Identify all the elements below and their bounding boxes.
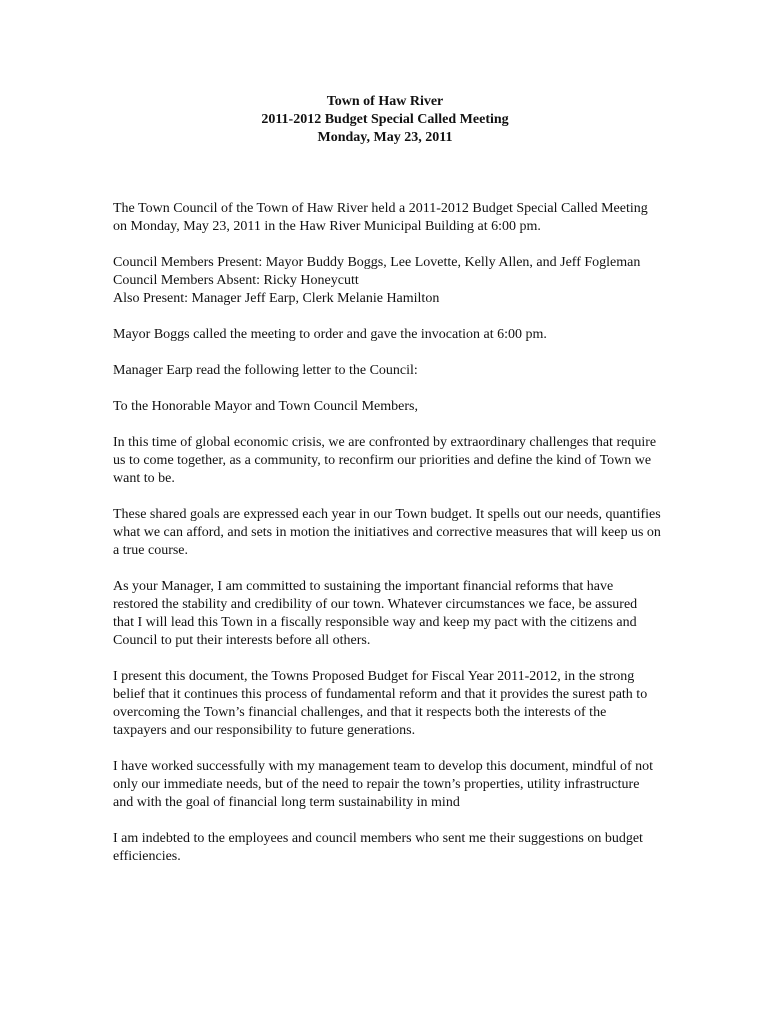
document-body xyxy=(113,200,661,884)
letter-salutation: To the Honorable Mayor and Town Council Members, xyxy=(113,399,418,414)
letter-paragraph: I am indebted to the employees and council members who sent me their suggestions on budget efficiencies. xyxy=(113,831,643,864)
attendance-block xyxy=(113,254,661,308)
letter-paragraph: As your Manager, I am committed to sustaining the important financial reforms that have restored the stability and credibility of our town. Whatever circumstances we face, be assured that I will lead this Town in a fiscally responsible way and keep my pact with the citizens and Council to put their interests before all others. xyxy=(113,579,638,648)
intro-paragraph: The Town Council of the Town of Haw River held a 2011-2012 Budget Special Called Meeting on Monday, May 23, 2011 in the Haw River Municipal Building at 6:00 pm. xyxy=(113,201,648,234)
town-name-heading: Town of Haw River xyxy=(326,94,444,109)
letter-paragraph: In this time of global economic crisis, we are confronted by extraordinary challenges that require us to come together, as a community, to reconfirm our priorities and define the kind of Town we want to be. xyxy=(113,435,657,486)
call-to-order-paragraph: Mayor Boggs called the meeting to order and gave the invocation at 6:00 pm. xyxy=(113,327,547,342)
members-present-line: Council Members Present: Mayor Buddy Boggs, Lee Lovette, Kelly Allen, and Jeff Fogleman xyxy=(113,255,641,270)
letter-intro-paragraph: Manager Earp read the following letter to the Council: xyxy=(113,363,418,378)
meeting-date-heading: Monday, May 23, 2011 xyxy=(317,130,453,145)
members-absent-line: Council Members Absent: Ricky Honeycutt xyxy=(113,273,359,288)
also-present-line: Also Present: Manager Jeff Earp, Clerk Melanie Hamilton xyxy=(113,291,440,306)
letter-paragraph: These shared goals are expressed each year in our Town budget. It spells out our needs, quantifies what we can afford, and sets in motion the initiatives and corrective measures that will keep us on a true course. xyxy=(113,507,661,558)
meeting-title-heading: 2011-2012 Budget Special Called Meeting xyxy=(261,112,509,127)
letter-paragraph: I present this document, the Towns Proposed Budget for Fiscal Year 2011-2012, in the strong belief that it continues this process of fundamental reform and that it provides the surest path to overcoming the Town’s financial challenges, and that it respects both the interests of the taxpayers and our responsibility to future generations. xyxy=(113,669,648,738)
letter-paragraph: I have worked successfully with my management team to develop this document, mindful of not only our immediate needs, but of the need to repair the town’s properties, utility infrastructure and with the goal of financial long term sustainability in mind xyxy=(113,759,654,810)
document-header xyxy=(0,93,770,147)
